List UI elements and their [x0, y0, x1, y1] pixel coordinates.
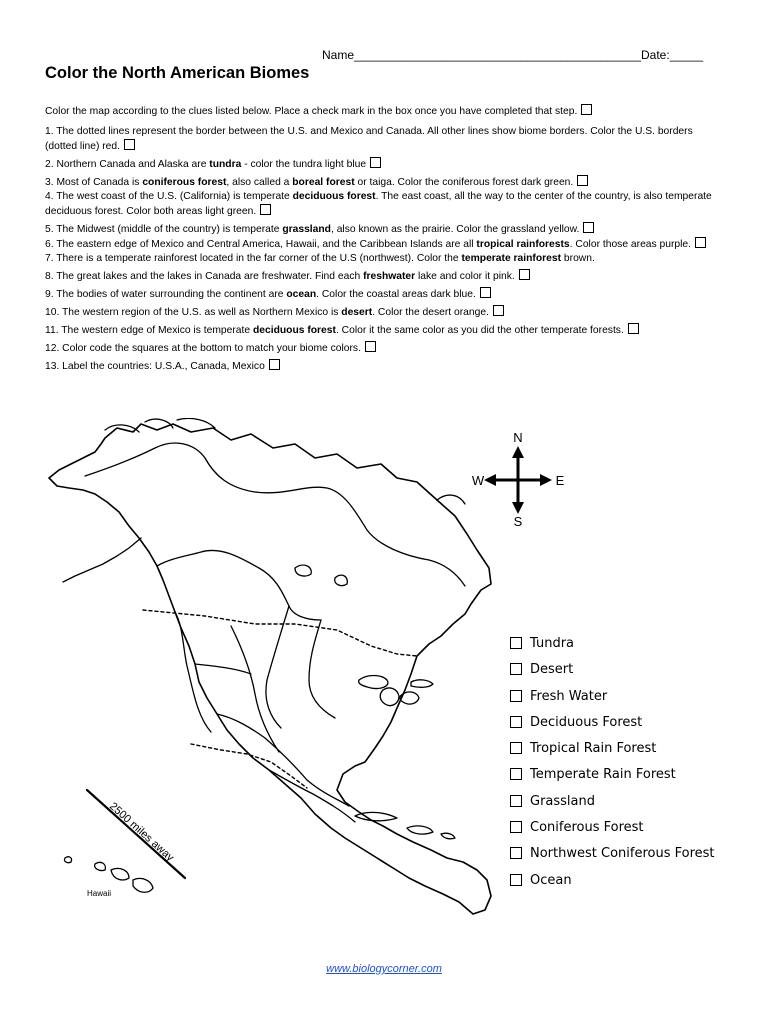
step-4-text: 4. The west coast of the U.S. (California) is temperate	[45, 191, 293, 202]
legend-item-ocean	[510, 873, 715, 899]
step-10-checkbox[interactable]	[493, 305, 504, 316]
step-6-checkbox[interactable]	[695, 237, 706, 248]
step-4	[45, 190, 723, 219]
step-12	[45, 341, 723, 356]
step-7-text: 7. There is a temperate rainforest located in the far corner of the U.S (northwest). Color the	[45, 253, 462, 264]
step-12-checkbox[interactable]	[365, 341, 376, 352]
step-8-keyword: freshwater	[363, 271, 416, 282]
step-10-text-end: . Color the desert orange.	[372, 307, 489, 318]
legend-item-coniferous-forest	[510, 820, 715, 846]
step-11-text: 11. The western edge of Mexico is temperate	[45, 325, 253, 336]
name-field[interactable]: ___________________________________________	[354, 48, 641, 62]
legend-checkbox[interactable]	[510, 795, 522, 807]
legend-item-desert	[510, 662, 715, 688]
name-label: Name	[322, 48, 355, 62]
step-2-checkbox[interactable]	[370, 157, 381, 168]
step-5	[45, 222, 723, 237]
step-3-text: 3. Most of Canada is	[45, 177, 143, 188]
legend-item-deciduous-forest	[510, 715, 715, 741]
step-11-text-end: . Color it the same color as you did the other temperate forests.	[335, 325, 624, 336]
step-5-keyword: grassland	[282, 224, 331, 235]
page-title: Color the North American Biomes	[45, 64, 310, 82]
date-label: Date:	[641, 48, 670, 62]
legend-item-northwest-coniferous-forest	[510, 846, 715, 872]
legend-label: Coniferous Forest	[530, 820, 644, 836]
step-8	[45, 269, 723, 284]
legend-label: Ocean	[530, 872, 572, 888]
step-8-text: 8. The great lakes and the lakes in Canada are freshwater. Find each	[45, 271, 364, 282]
step-8-checkbox[interactable]	[519, 269, 530, 280]
step-5-text: 5. The Midwest (middle of the country) is temperate	[45, 224, 283, 235]
step-4-text-end: . The east coast, all the way to the center of the country, is also temperate deciduous forest. Color both areas light green.	[45, 191, 712, 217]
step-1-text: 1. The dotted lines represent the border between the U.S. and Mexico and Canada. All other lines show biome borders. Color the U.S. borders (dotted line) red.	[45, 126, 693, 152]
step-3	[45, 175, 723, 190]
legend-item-temperate-rain-forest	[510, 767, 715, 793]
step-7	[45, 252, 723, 266]
compass-west: W	[471, 473, 485, 488]
legend-item-fresh-water	[510, 689, 715, 715]
legend-checkbox[interactable]	[510, 768, 522, 780]
step-6-text: 6. The eastern edge of Mexico and Central America, Hawaii, and the Caribbean Islands are all	[45, 239, 477, 250]
legend-checkbox[interactable]	[510, 690, 522, 702]
step-3-text-end: or taiga. Color the coniferous forest dark green.	[354, 177, 574, 188]
legend-checkbox[interactable]	[510, 874, 522, 886]
compass-east: E	[555, 473, 565, 488]
step-10-keyword: desert	[341, 307, 373, 318]
step-2-keyword: tundra	[209, 159, 242, 170]
step-3-checkbox[interactable]	[577, 175, 588, 186]
instructions-intro	[45, 104, 723, 119]
step-8-text-end: lake and color it pink.	[415, 271, 515, 282]
step-1-checkbox[interactable]	[124, 139, 135, 150]
north-america-map	[45, 418, 500, 938]
footer-link[interactable]: www.biologycorner.com	[326, 963, 442, 975]
biome-legend	[510, 636, 715, 899]
date-field[interactable]: _____	[669, 48, 704, 62]
step-3-keyword-2: boreal forest	[292, 177, 355, 188]
step-11	[45, 323, 723, 338]
step-7-keyword: temperate rainforest	[461, 253, 562, 264]
step-12-text: 12. Color code the squares at the bottom to match your biome colors.	[45, 343, 361, 354]
legend-checkbox[interactable]	[510, 847, 522, 859]
step-11-keyword: deciduous forest	[252, 325, 336, 336]
step-6-text-end: . Color those areas purple.	[569, 239, 692, 250]
step-7-text-end: brown.	[561, 253, 595, 264]
step-9	[45, 287, 723, 302]
step-3-keyword: coniferous forest	[142, 177, 227, 188]
step-11-checkbox[interactable]	[628, 323, 639, 334]
legend-label: Grassland	[530, 793, 595, 809]
legend-label: Tundra	[530, 636, 575, 651]
step-6-keyword: tropical rainforests	[476, 239, 570, 250]
legend-label: Fresh Water	[530, 688, 608, 704]
instructions-list	[45, 104, 723, 377]
legend-label: Deciduous Forest	[530, 714, 643, 730]
step-3-text-mid: , also called a	[226, 177, 293, 188]
step-9-text-end: . Color the coastal areas dark blue.	[316, 289, 476, 300]
compass-arrows-icon	[484, 446, 552, 514]
step-13-text: 13. Label the countries: U.S.A., Canada, Mexico	[45, 361, 265, 372]
legend-item-tropical-rain-forest	[510, 741, 715, 767]
legend-checkbox[interactable]	[510, 821, 522, 833]
caribbean-islands	[355, 812, 455, 838]
step-5-text-end: , also known as the prairie. Color the grassland yellow.	[330, 224, 580, 235]
hawaii-islands	[64, 857, 153, 892]
legend-checkbox[interactable]	[510, 716, 522, 728]
step-13	[45, 359, 723, 374]
step-2	[45, 157, 723, 172]
legend-label: Northwest Coniferous Forest	[530, 846, 715, 862]
legend-item-tundra	[510, 636, 715, 662]
step-4-checkbox[interactable]	[260, 204, 271, 215]
compass-south: S	[513, 514, 523, 528]
compass-north: N	[513, 430, 523, 445]
step-9-keyword: ocean	[286, 289, 317, 300]
footer	[0, 963, 768, 975]
step-1	[45, 125, 723, 154]
distance-label: 2500 miles away	[106, 800, 176, 864]
step-5-checkbox[interactable]	[583, 222, 594, 233]
great-lakes	[295, 565, 433, 705]
step-13-checkbox[interactable]	[269, 359, 280, 370]
hawaii-label: Hawaii	[87, 889, 112, 898]
name-date-line	[322, 48, 703, 62]
step-10	[45, 305, 723, 320]
step-9-text: 9. The bodies of water surrounding the continent are	[45, 289, 287, 300]
compass-rose	[470, 430, 566, 528]
intro-checkbox[interactable]	[581, 104, 592, 115]
step-9-checkbox[interactable]	[480, 287, 491, 298]
step-2-text-end: - color the tundra light blue	[241, 159, 367, 170]
intro-text: Color the map according to the clues listed below. Place a check mark in the box once you have completed that step.	[45, 106, 578, 117]
legend-checkbox[interactable]	[510, 663, 522, 675]
legend-label: Temperate Rain Forest	[530, 767, 676, 783]
legend-label: Desert	[530, 662, 574, 678]
legend-label: Tropical Rain Forest	[530, 741, 657, 757]
step-4-keyword: deciduous forest	[292, 191, 376, 202]
legend-checkbox[interactable]	[510, 637, 522, 649]
legend-checkbox[interactable]	[510, 742, 522, 754]
step-2-text: 2. Northern Canada and Alaska are	[45, 159, 210, 170]
step-6	[45, 237, 723, 252]
step-10-text: 10. The western region of the U.S. as well as Northern Mexico is	[45, 307, 342, 318]
legend-item-grassland	[510, 794, 715, 820]
